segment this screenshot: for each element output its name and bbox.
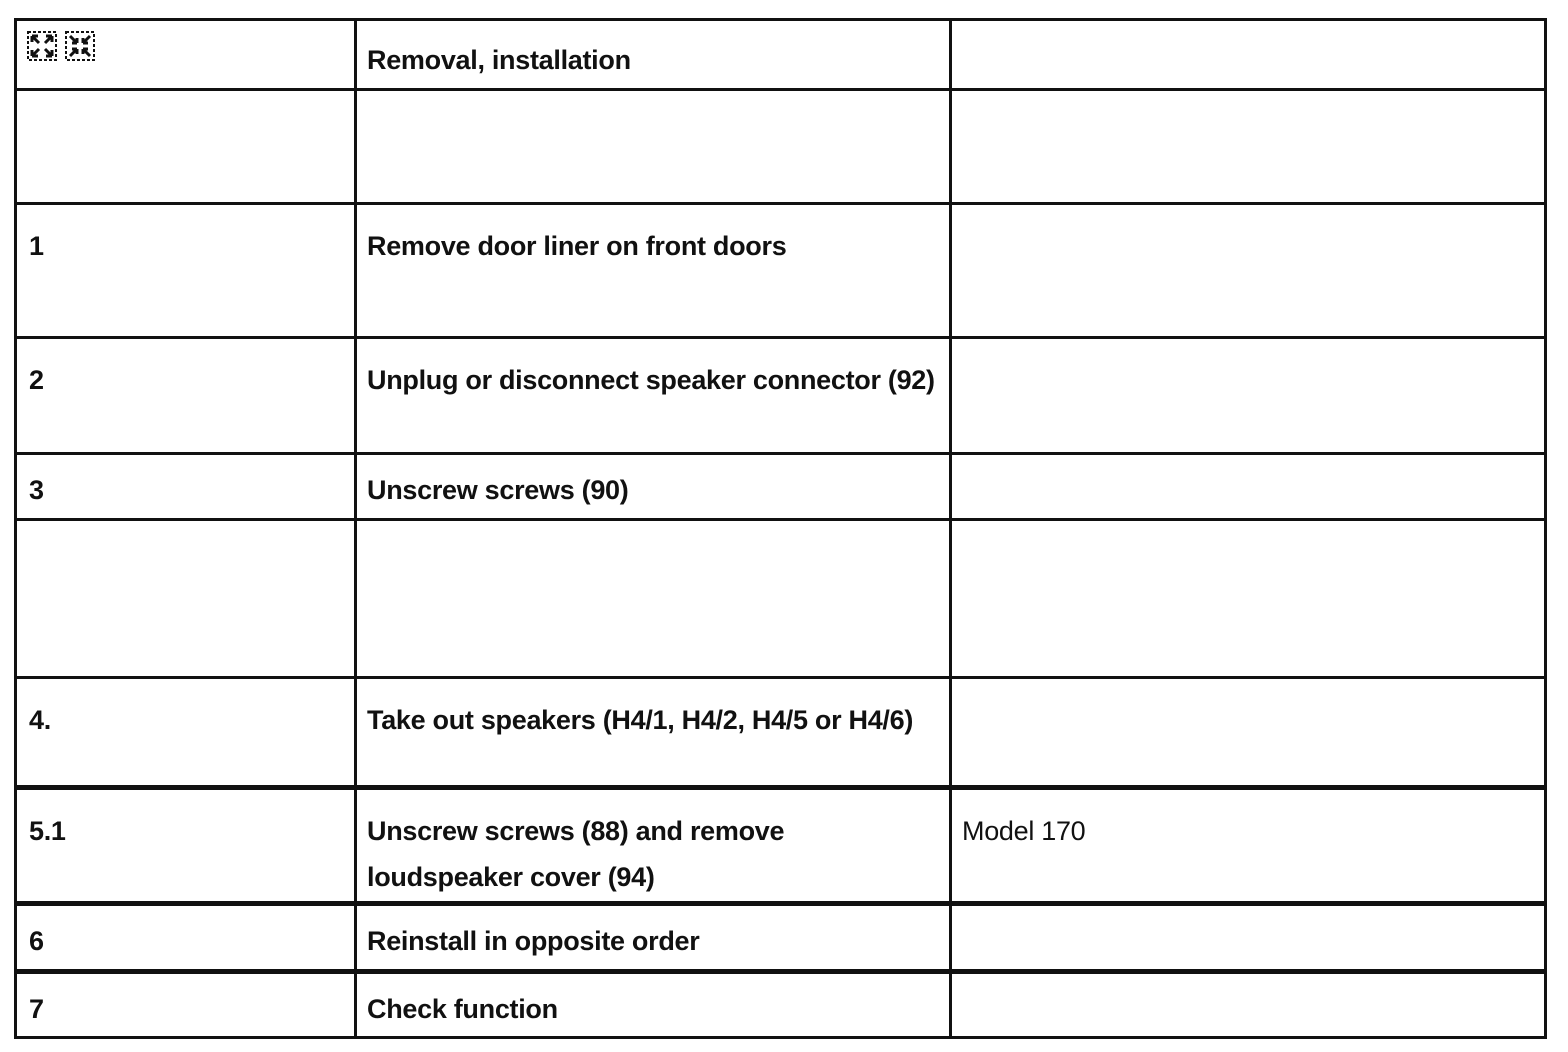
step-action: Reinstall in opposite order [356,904,951,972]
header-icons-cell [16,20,356,90]
step-number: 5.1 [16,788,356,904]
step-action: Unplug or disconnect speaker connector (92) [356,338,951,454]
step-notes [951,520,1546,678]
table-row [16,520,1546,678]
step-number: 7 [16,972,356,1038]
step-notes: Model 170 [951,788,1546,904]
step-notes [951,678,1546,788]
step-number: 4. [16,678,356,788]
step-number [16,520,356,678]
step-number: 2 [16,338,356,454]
table-row [16,338,1546,454]
header-title: Removal, installation [356,20,951,90]
step-notes [951,454,1546,520]
step-notes [951,904,1546,972]
collapse-arrows-icon [65,31,95,61]
procedure-table [14,18,1547,1039]
step-notes [951,90,1546,204]
table-row [16,904,1546,972]
step-action: Unscrew screws (88) and remove loudspeaker cover (94) [356,788,951,904]
step-action [356,520,951,678]
table-row [16,972,1546,1038]
step-number: 3 [16,454,356,520]
step-action: Take out speakers (H4/1, H4/2, H4/5 or H4/6) [356,678,951,788]
header-notes [951,20,1546,90]
step-number [16,90,356,204]
step-action: Check function [356,972,951,1038]
step-action: Remove door liner on front doors [356,204,951,338]
step-notes [951,204,1546,338]
step-number: 6 [16,904,356,972]
expand-arrows-icon [27,31,57,61]
table-row [16,204,1546,338]
table-row [16,678,1546,788]
table-row [16,454,1546,520]
table-row [16,90,1546,204]
step-action: Unscrew screws (90) [356,454,951,520]
table-row [16,788,1546,904]
step-action [356,90,951,204]
step-notes [951,972,1546,1038]
step-number: 1 [16,204,356,338]
step-notes [951,338,1546,454]
table-header-row [16,20,1546,90]
